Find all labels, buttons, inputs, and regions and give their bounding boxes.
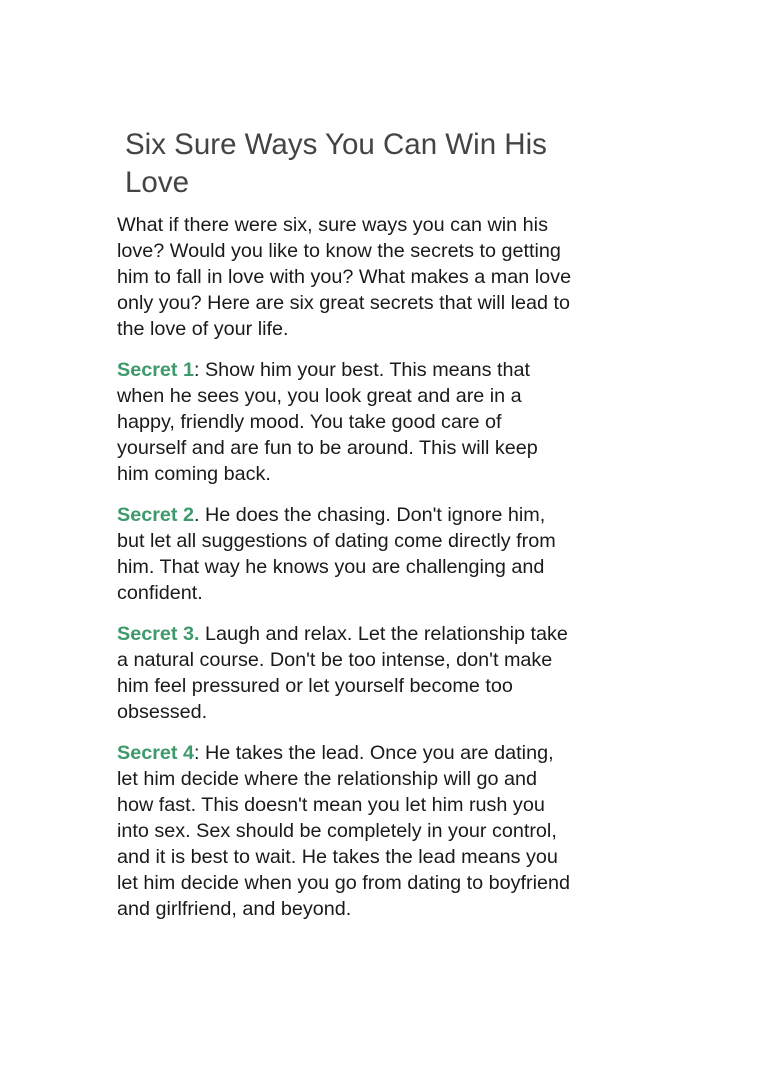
intro-paragraph: What if there were six, sure ways you can win his love? Would you like to know the secrets to getting him to fall in love with you? What makes a man love only you? Here are six great secrets that will lead to the love of your life.	[117, 214, 572, 340]
secret-1-label: Secret 1	[117, 359, 194, 381]
secret-4-paragraph	[117, 740, 657, 922]
document-page	[117, 0, 657, 922]
page-title: Six Sure Ways You Can Win His Love	[125, 128, 547, 199]
secret-2-text: . He does the chasing. Don't ignore him, but let all suggestions of dating come directly from him. That way he knows you are challenging and confident.	[117, 504, 556, 604]
secret-2-label: Secret 2	[117, 504, 194, 526]
secret-4-label: Secret 4	[117, 742, 194, 764]
secret-3-paragraph	[117, 621, 657, 725]
secret-3-label: Secret 3.	[117, 623, 200, 645]
secret-3-text: Laugh and relax. Let the relationship take a natural course. Don't be too intense, don't make him feel pressured or let yourself become too obsessed.	[117, 623, 568, 723]
secret-1-paragraph	[117, 357, 657, 487]
secret-4-text: : He takes the lead. Once you are dating, let him decide where the relationship will go and how fast. This doesn't mean you let him rush you into sex. Sex should be completely in your control, and it is best to wait. He takes the lead means you let him decide when you go from dating to boyfriend and girlfriend, and beyond.	[117, 742, 571, 920]
secret-1-text: : Show him your best. This means that when he sees you, you look great and are in a happy, friendly mood. You take good care of yourself and are fun to be around. This will keep him coming back.	[117, 359, 538, 485]
secret-2-paragraph	[117, 502, 657, 606]
